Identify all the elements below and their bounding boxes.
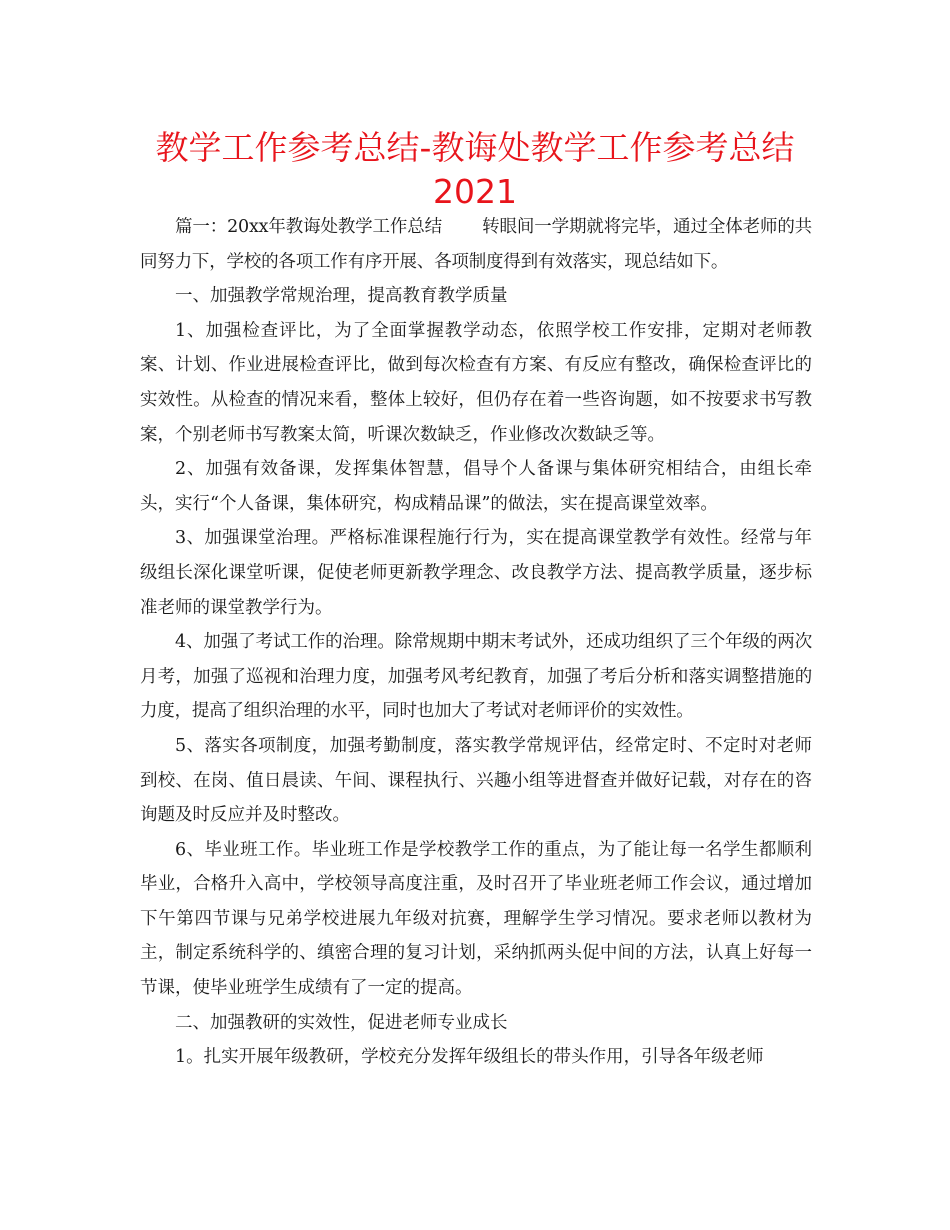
- document-body: [140, 210, 812, 1075]
- section-heading-2: 二、加强教研的实效性，促进老师专业成长: [175, 1012, 508, 1033]
- paragraph-item-5: 5、落实各项制度，加强考勤制度，落实教学常规评估，经常定时、不定时对老师到校、在岗、值日晨读、午间、课程执行、兴趣小组等进督查并做好记载，对存在的咨询题及时反应并及时整改。: [140, 735, 812, 826]
- paragraph-item-2: 2、加强有效备课，发挥集体智慧，倡导个人备课与集体研究相结合，由组长牵头，实行“个人备课，集体研究，构成精品课”的做法，实在提高课堂效率。: [140, 459, 812, 514]
- paragraph-item-6: 6、毕业班工作。毕业班工作是学校教学工作的重点，为了能让每一名学生都顺利毕业，合格升入高中，学校领导高度注重，及时召开了毕业班老师工作会议，通过增加下午第四节课与兄弟学校进展九年级对抗赛，理解学生学习情况。要求老师以教材为主，制定系统科学的、缜密合理的复习计划，采纳抓两头促中间的方法，认真上好每一节课，使毕业班学生成绩有了一定的提高。: [140, 839, 812, 999]
- intro-paragraph: 篇一：20xx年教诲处教学工作总结 转眼间一学期就将完毕，通过全体老师的共同努力下，学校的各项工作有序开展、各项制度得到有效落实，现总结如下。: [140, 217, 812, 272]
- document-title-line1: 教学工作参考总结-教诲处教学工作参考总结: [155, 128, 795, 167]
- paragraph-item-3: 3、加强课堂治理。严格标准课程施行行为，实在提高课堂教学有效性。经常与年级组长深化课堂听课，促使老师更新教学理念、改良教学方法、提高教学质量，逐步标准老师的课堂教学行为。: [140, 528, 812, 618]
- paragraph-item-7: 1。扎实开展年级教研，学校充分发挥年级组长的带头作用，引导各年级老师: [175, 1047, 764, 1068]
- paragraph-item-1: 1、加强检查评比，为了全面掌握教学动态，依照学校工作安排，定期对老师教案、计划、作业进展检查评比，做到每次检查有方案、有反应有整改，确保检查评比的实效性。从检查的情况来看，整体上较好，但仍存在着一些咨询题，如不按要求书写教案，个别老师书写教案太简，听课次数缺乏，作业修改次数缺乏等。: [140, 320, 812, 445]
- section-heading-1: 一、加强教学常规治理，提高教育教学质量: [175, 286, 508, 307]
- document-title-line2: 2021: [433, 172, 517, 211]
- paragraph-item-4: 4、加强了考试工作的治理。除常规期中期末考试外，还成功组织了三个年级的两次月考，加强了巡视和治理力度，加强考风考纪教育，加强了考后分析和落实调整措施的力度，提高了组织治理的水平，同时也加大了考试对老师评价的实效性。: [140, 632, 812, 722]
